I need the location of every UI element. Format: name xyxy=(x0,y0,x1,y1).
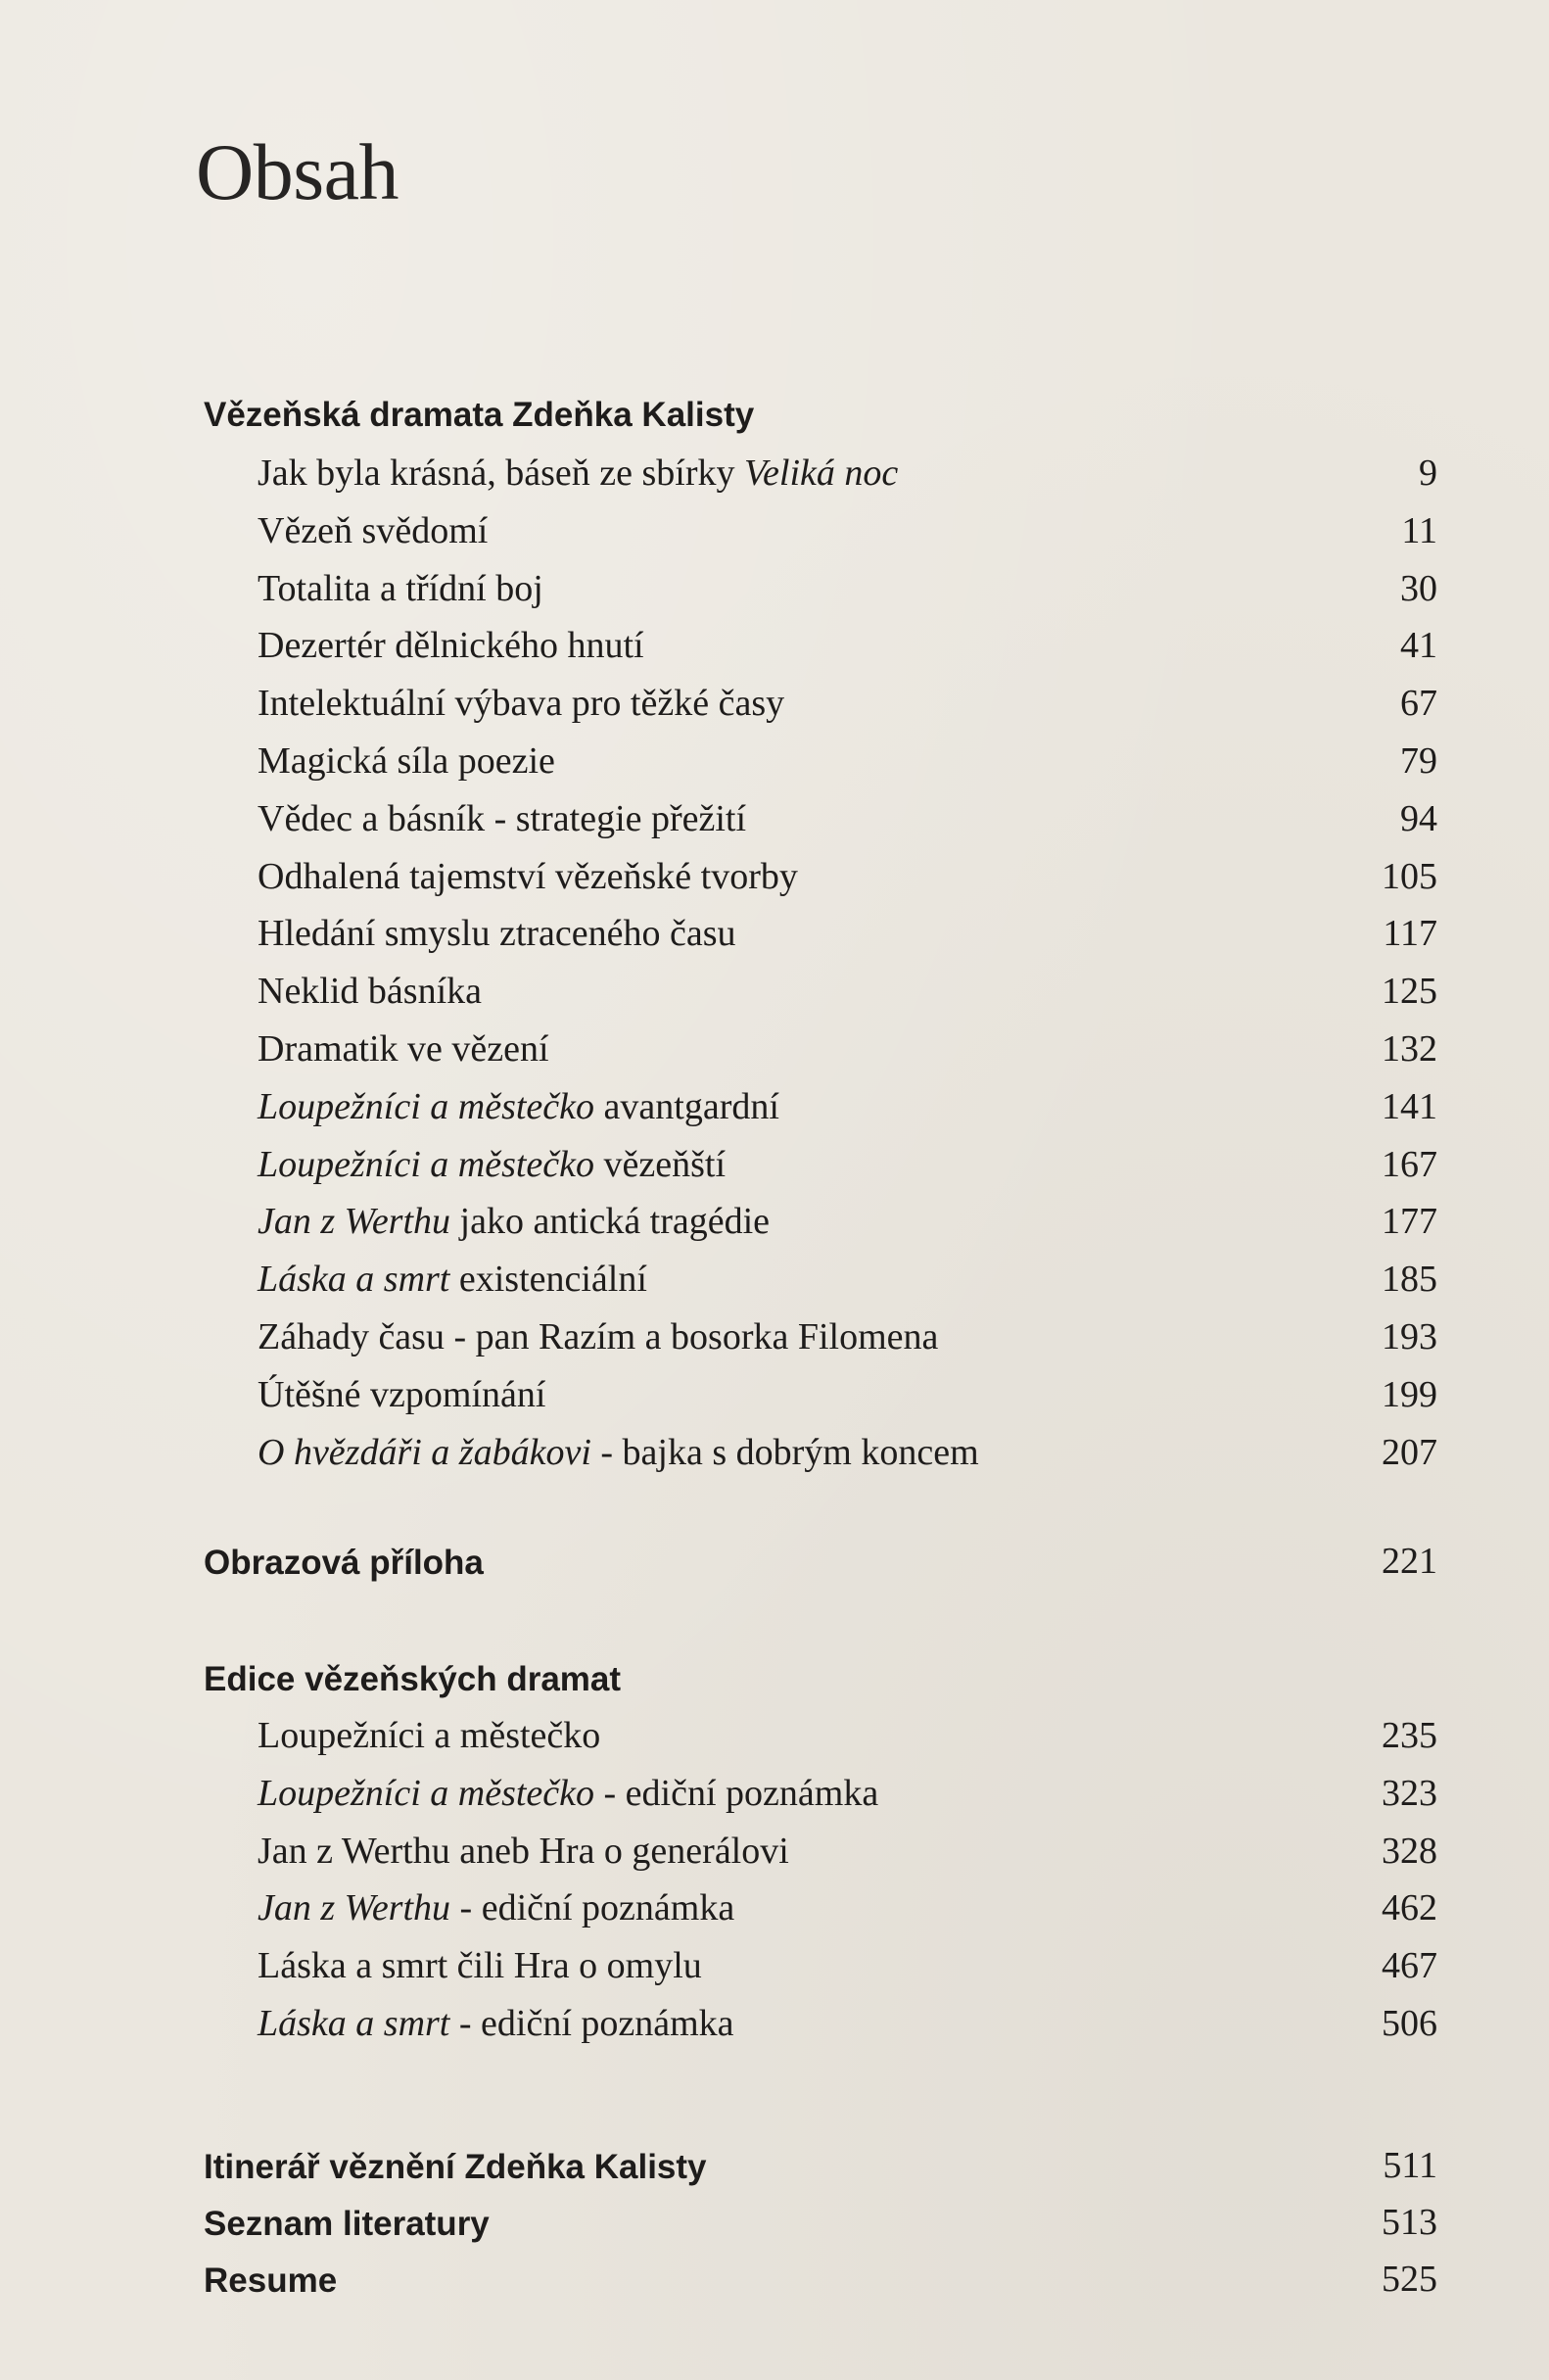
toc-entry-text: Odhalená tajemství vězeňské tvorby xyxy=(258,855,798,897)
toc-entry-text: Vězeň svědomí xyxy=(258,509,489,551)
toc-entry[interactable] xyxy=(258,509,1437,561)
toc-entry[interactable] xyxy=(258,1261,1437,1309)
toc-entry-page-number: 67 xyxy=(1400,683,1437,725)
toc-entry-text: - ediční poznámka xyxy=(449,2003,734,2044)
toc-entry-title xyxy=(258,454,898,492)
toc-entry-text: Útěšné vzpomínání xyxy=(258,1373,546,1415)
toc-entry-text: Neklid básníka xyxy=(258,971,483,1013)
toc-entry[interactable] xyxy=(258,797,1437,849)
toc-entry-page-number: 79 xyxy=(1400,740,1437,782)
toc-entry-page-number: 11 xyxy=(1401,509,1437,551)
toc-entry-title xyxy=(258,1318,938,1356)
toc-entry-text: - ediční poznámka xyxy=(450,1887,735,1929)
section-page-number: 513 xyxy=(1382,2202,1437,2243)
toc-entry[interactable] xyxy=(258,855,1437,907)
toc-entry-title xyxy=(258,1030,549,1068)
toc-entry-text: avantgardní xyxy=(594,1085,779,1127)
toc-entry[interactable] xyxy=(258,1030,1437,1079)
toc-entry[interactable] xyxy=(258,1373,1437,1425)
toc-entry-page-number: 462 xyxy=(1382,1887,1437,1929)
toc-entry-text: Dramatik ve vězení xyxy=(258,1028,549,1070)
toc-entry-italic-title: Láska a smrt xyxy=(258,1259,450,1301)
toc-entry-page-number: 105 xyxy=(1382,855,1437,897)
section-heading: Edice vězeňských dramat xyxy=(204,1660,622,1698)
toc-entry-title xyxy=(258,1830,789,1872)
toc-entry-text: Intelektuální výbava pro těžké časy xyxy=(258,683,785,725)
toc-entry-text: Hledání smyslu ztraceného času xyxy=(258,913,736,955)
section-page-number: 525 xyxy=(1382,2259,1437,2300)
toc-entry-page-number: 132 xyxy=(1382,1028,1437,1070)
toc-entry-text: Magická síla poezie xyxy=(258,740,555,782)
toc-entry-page-number: 235 xyxy=(1382,1715,1437,1756)
toc-entry-title xyxy=(258,683,785,725)
toc-entry[interactable] xyxy=(258,973,1437,1022)
toc-entry-title xyxy=(258,1945,702,1987)
toc-entry-title xyxy=(258,1085,779,1127)
toc-entry-page-number: 117 xyxy=(1383,913,1437,955)
toc-entry-title xyxy=(258,1143,727,1185)
toc-entry-italic-title: Loupežníci a městečko xyxy=(258,1085,595,1127)
toc-entry-text: Láska a smrt čili Hra o omylu xyxy=(258,1945,702,1987)
toc-entry-text: Loupežníci a městečko xyxy=(258,1715,601,1756)
toc-entry-page-number: 177 xyxy=(1382,1201,1437,1243)
toc-entry-page-number: 30 xyxy=(1400,567,1437,609)
toc-entry-title xyxy=(258,567,543,609)
toc-entry-text: existenciální xyxy=(449,1259,647,1301)
toc-entry-italic-title: Loupežníci a městečko xyxy=(258,1772,595,1814)
toc-entry-text: vězeňští xyxy=(594,1143,727,1185)
toc-entry-text: Dezertér dělnického hnutí xyxy=(258,625,644,667)
section-page-number: 221 xyxy=(1382,1541,1437,1582)
toc-entry-title xyxy=(258,509,489,551)
toc-entry-title xyxy=(258,1259,647,1301)
toc-entry[interactable] xyxy=(258,567,1437,619)
toc-entry[interactable] xyxy=(258,1085,1437,1137)
toc-entry[interactable] xyxy=(258,1203,1437,1252)
toc-entry-title xyxy=(258,2005,734,2042)
toc-entry-page-number: 506 xyxy=(1382,2003,1437,2044)
toc-entry-text: - ediční poznámka xyxy=(594,1772,879,1814)
toc-entry[interactable] xyxy=(258,1431,1437,1483)
toc-entry[interactable] xyxy=(258,2005,1437,2054)
toc-entry-title xyxy=(258,625,644,667)
toc-entry[interactable] xyxy=(258,1772,1437,1824)
toc-entry-page-number: 185 xyxy=(1382,1259,1437,1301)
toc-entry-text: Totalita a třídní boj xyxy=(258,567,543,609)
section-heading: Itinerář věznění Zdeňka Kalisty xyxy=(204,2148,707,2186)
toc-entry-title xyxy=(258,971,483,1013)
toc-entry-text: Záhady času - pan Razím a bosorka Filomena xyxy=(258,1316,939,1357)
section-heading: Seznam literatury xyxy=(204,2205,490,2243)
toc-entry-italic-title: Jan z Werthu xyxy=(258,1887,451,1929)
toc-entry-page-number: 328 xyxy=(1382,1830,1437,1872)
toc-entry[interactable] xyxy=(258,1830,1437,1881)
toc-entry-italic-title: Láska a smrt xyxy=(258,2003,450,2044)
toc-entry[interactable] xyxy=(258,915,1437,964)
toc-entry-page-number: 9 xyxy=(1419,452,1437,494)
section-heading: Vězeňská dramata Zdeňka Kalisty xyxy=(204,396,755,434)
toc-entry-text: Vědec a básník - strategie přežití xyxy=(258,797,747,839)
toc-entry-title xyxy=(258,797,747,839)
toc-entry-italic-title: Jan z Werthu xyxy=(258,1201,451,1243)
toc-entry-page-number: 94 xyxy=(1400,797,1437,839)
toc-entry[interactable] xyxy=(258,1143,1437,1195)
toc-entry-title xyxy=(258,913,736,955)
toc-entry-title xyxy=(258,1201,771,1243)
toc-entry-page-number: 41 xyxy=(1400,625,1437,667)
toc-entry-title xyxy=(258,1431,979,1473)
toc-entry-text: - bajka s dobrým koncem xyxy=(590,1431,979,1473)
toc-entry[interactable] xyxy=(258,742,1437,791)
toc-entry-text: jako antická tragédie xyxy=(450,1201,771,1243)
toc-entry[interactable] xyxy=(258,1947,1437,1996)
toc-entry-page-number: 125 xyxy=(1382,971,1437,1013)
toc-entry[interactable] xyxy=(258,627,1437,676)
toc-entry-page-number: 323 xyxy=(1382,1772,1437,1814)
toc-entry[interactable] xyxy=(258,1717,1437,1766)
section-page-number: 511 xyxy=(1383,2145,1437,2186)
toc-entry[interactable] xyxy=(258,454,1437,503)
toc-entry-page-number: 193 xyxy=(1382,1316,1437,1357)
toc-entry-title xyxy=(258,1889,734,1927)
toc-entry-title xyxy=(258,1717,600,1754)
toc-entry-page-number: 141 xyxy=(1382,1085,1437,1127)
toc-entry-italic-title: Veliká noc xyxy=(744,452,899,494)
toc-entry-text: Jan z Werthu aneb Hra o generálovi xyxy=(258,1830,789,1872)
toc-entry-title xyxy=(258,1772,879,1814)
toc-entry-title xyxy=(258,742,555,780)
toc-entry[interactable] xyxy=(258,1889,1437,1938)
toc-entry-title xyxy=(258,855,798,897)
toc-entry-page-number: 207 xyxy=(1382,1431,1437,1473)
toc-entry-italic-title: Loupežníci a městečko xyxy=(258,1143,595,1185)
toc-entry-page-number: 167 xyxy=(1382,1143,1437,1185)
toc-entry[interactable] xyxy=(258,685,1437,734)
toc-entry[interactable] xyxy=(258,1318,1437,1367)
toc-entry-title xyxy=(258,1373,546,1415)
toc-entry-page-number: 467 xyxy=(1382,1945,1437,1987)
toc-entry-text: Jak byla krásná, báseň ze sbírky xyxy=(258,452,745,494)
toc-entry-italic-title: O hvězdáři a žabákovi xyxy=(258,1431,591,1473)
toc-entry-page-number: 199 xyxy=(1382,1373,1437,1415)
page-title: Obsah xyxy=(196,127,399,216)
section-heading: Resume xyxy=(204,2261,338,2300)
section-heading: Obrazová příloha xyxy=(204,1544,484,1582)
